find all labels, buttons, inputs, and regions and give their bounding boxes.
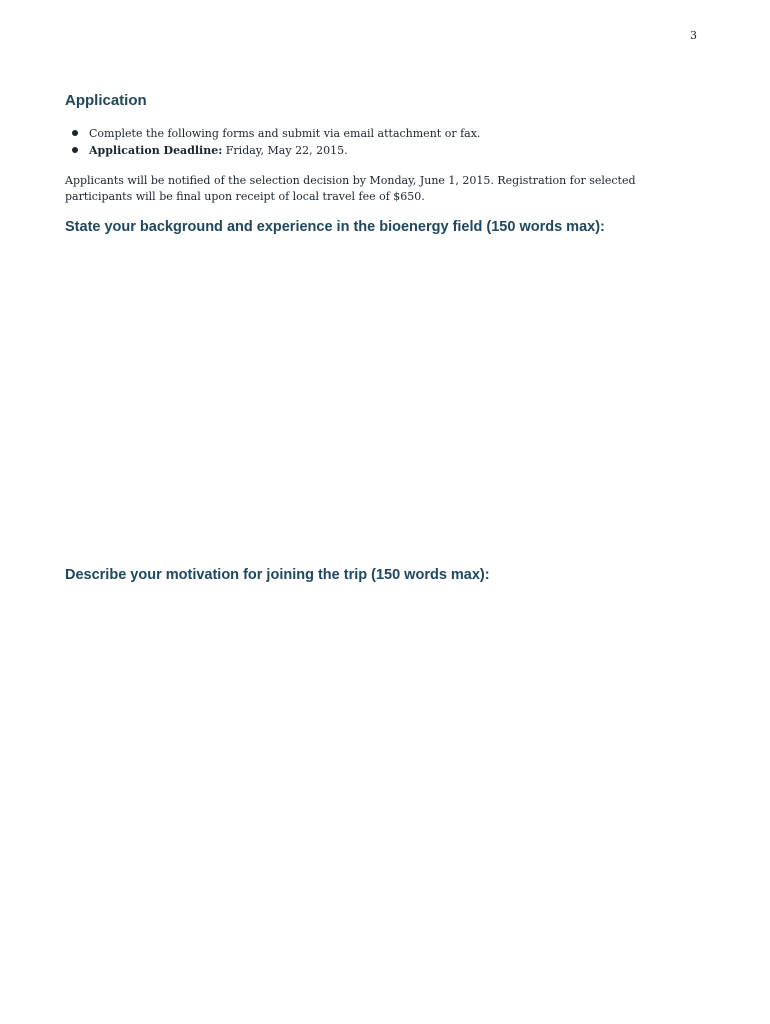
- background-question-heading: State your background and experience in the bioenergy field (150 words max):: [65, 219, 605, 235]
- bullet-text: Complete the following forms and submit via email attachment or fax.: [89, 127, 481, 140]
- page-number: 3: [690, 29, 697, 42]
- list-item: [72, 142, 480, 159]
- list-item: [72, 125, 480, 142]
- motivation-question-heading: Describe your motivation for joining the trip (150 words max):: [65, 567, 490, 583]
- notification-paragraph: Applicants will be notified of the selection decision by Monday, June 1, 2015. Registration for selected participants will be final upon receipt of local travel fee of $650.: [65, 174, 636, 203]
- background-answer-area[interactable]: [65, 245, 705, 555]
- application-bullet-list: [72, 125, 480, 159]
- bullet-icon: [72, 130, 78, 136]
- bullet-icon: [72, 147, 78, 153]
- application-heading: Application: [65, 92, 147, 109]
- deadline-label: Application Deadline:: [89, 144, 223, 157]
- motivation-answer-area[interactable]: [65, 593, 705, 993]
- deadline-value: Friday, May 22, 2015.: [222, 144, 348, 157]
